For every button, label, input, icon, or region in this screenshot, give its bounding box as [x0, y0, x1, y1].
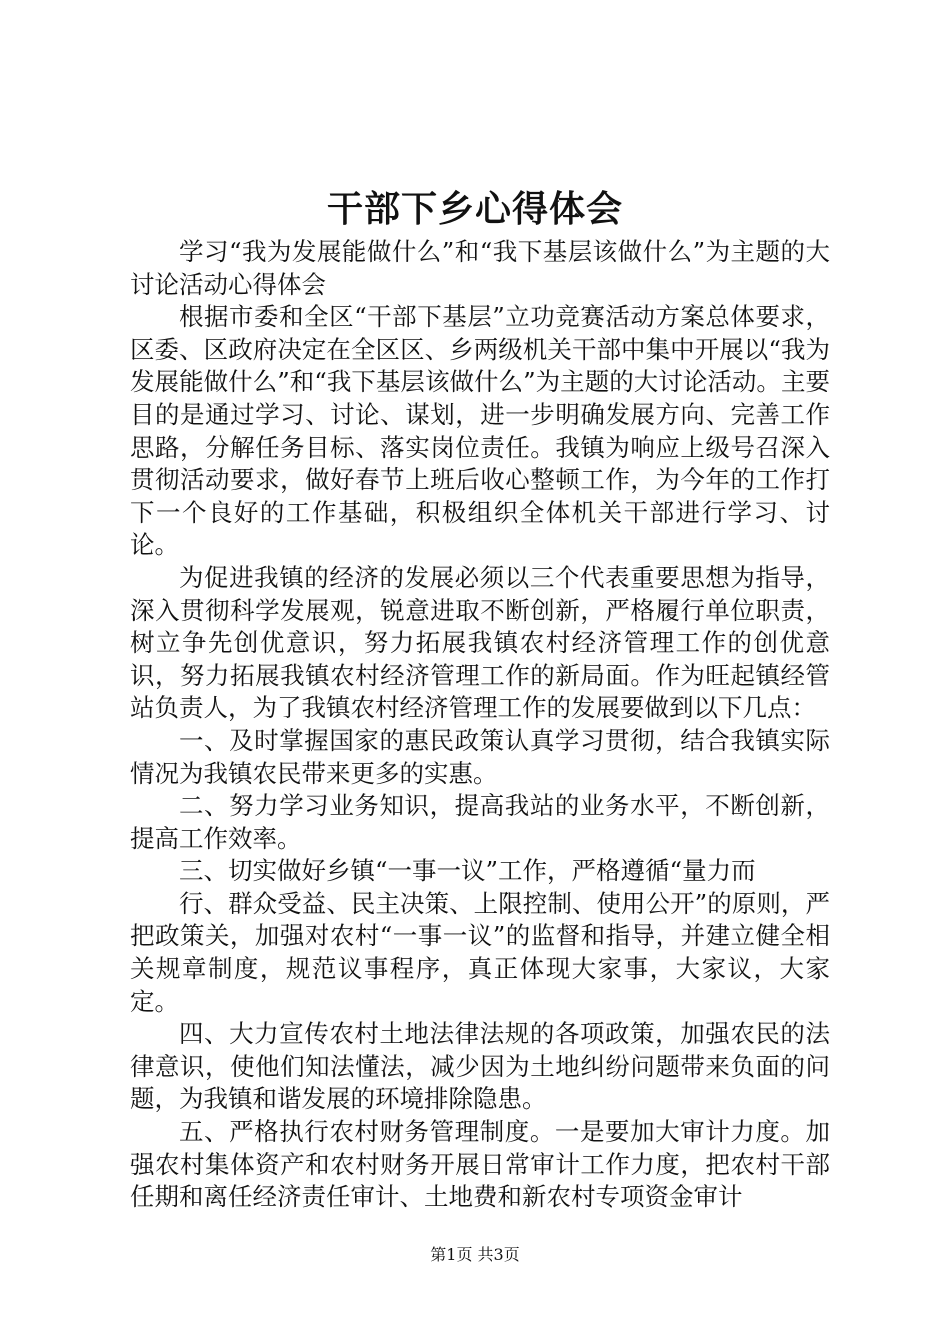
paragraph-point-1: 一、及时掌握国家的惠民政策认真学习贯彻，结合我镇实际情况为我镇农民带来更多的实惠。 [130, 725, 830, 788]
paragraph-point-4: 四、大力宣传农村土地法律法规的各项政策，加强农民的法律意识，使他们知法懂法，减少因为土地纠纷问题带来负面的问题，为我镇和谐发展的环境排除隐患。 [130, 1019, 830, 1114]
paragraph-guidance: 为促进我镇的经济的发展必须以三个代表重要思想为指导，深入贯彻科学发展观，锐意进取不断创新，严格履行单位职责，树立争先创优意识，努力拓展我镇农村经济管理工作的创优意识，努力拓展我镇农村经济管理工作的新局面。作为旺起镇经管站负责人，为了我镇农村经济管理工作的发展要做到以下几点： [130, 562, 830, 723]
page-footer: 第1页 共3页 [430, 1245, 520, 1264]
paragraph-subtitle: 学习“我为发展能做什么”和“我下基层该做什么”为主题的大讨论活动心得体会 [130, 237, 830, 299]
paragraph-background: 根据市委和全区“干部下基层”立功竞赛活动方案总体要求，区委、区政府决定在全区区、乡两级机关干部中集中开展以“我为发展能做什么”和“我下基层该做什么”为主题的大讨论活动。主要目的是通过学习、讨论、谋划，进一步明确发展方向、完善工作思路，分解任务目标、落实岗位责任。我镇为响应上级号召深入贯彻活动要求，做好春节上班后收心整顿工作，为今年的工作打下一个良好的工作基础，积极组织全体机关干部进行学习、讨论。 [130, 302, 830, 560]
paragraph-point-5: 五、严格执行农村财务管理制度。一是要加大审计力度。加强农村集体资产和农村财务开展日常审计工作力度，把农村干部任期和离任经济责任审计、土地费和新农村专项资金审计 [130, 1117, 830, 1212]
page-title: 干部下乡心得体会 [326, 188, 623, 230]
paragraph-point-3-continued: 行、群众受益、民主决策、上限控制、使用公开”的原则，严把政策关，加强对农村“一事一议”的监督和指导，并建立健全相关规章制度，规范议事程序，真正体现大家事，大家议，大家定。 [130, 888, 830, 1016]
paragraph-point-3: 三、切实做好乡镇“一事一议”工作，严格遵循“量力而 [179, 856, 756, 886]
document-body [130, 236, 830, 1214]
paragraph-point-2: 二、努力学习业务知识，提高我站的业务水平，不断创新，提高工作效率。 [130, 791, 830, 853]
